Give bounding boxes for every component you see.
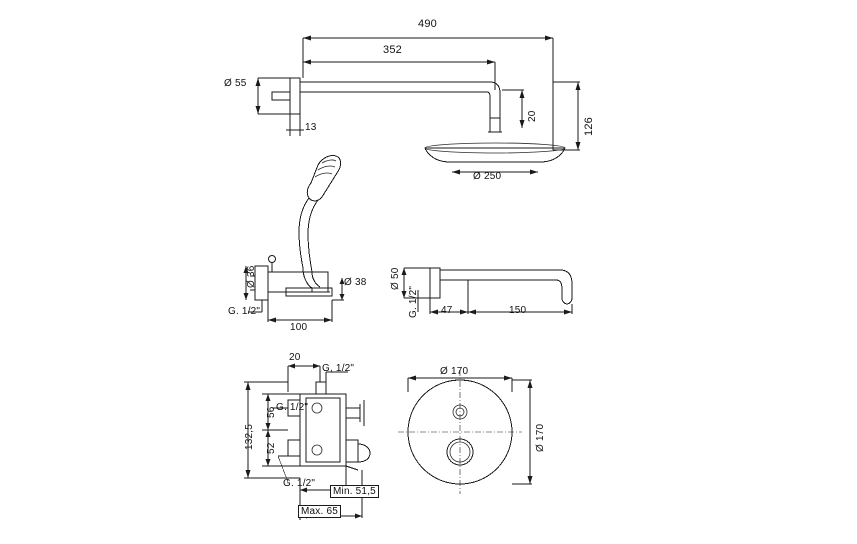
label-100: 100 <box>290 322 308 333</box>
label-490: 490 <box>418 18 437 30</box>
label-352: 352 <box>383 44 402 56</box>
rain-shower-head <box>425 143 565 162</box>
trim-plate-front-view <box>398 370 522 494</box>
label-g12-mid: G. 1/2" <box>276 402 309 413</box>
shower-hose <box>312 288 330 292</box>
label-150: 150 <box>509 305 527 316</box>
label-dia-38: Ø 38 <box>344 277 367 288</box>
dimension-dia-55 <box>256 78 293 114</box>
label-g12-mixer: G. 1/2" <box>228 306 261 317</box>
dimension-13 <box>286 114 304 136</box>
label-dia-250: Ø 250 <box>473 171 502 182</box>
label-dia-170-top: Ø 170 <box>440 366 469 377</box>
label-min-51-5: Min. 51,5 <box>330 485 379 498</box>
wall-flange <box>272 78 300 114</box>
label-dia-55: Ø 55 <box>224 78 247 89</box>
wall-mixer-body <box>250 256 332 301</box>
label-132-5: 132,5 <box>244 423 255 450</box>
valve-top-inlet <box>316 372 348 394</box>
hand-shower-handle <box>299 198 320 288</box>
label-52: 52 <box>266 442 277 454</box>
dimension-100 <box>268 300 332 323</box>
shower-arm <box>300 82 502 132</box>
dimension-dia-38 <box>332 278 345 300</box>
label-20-valve: 20 <box>289 352 301 363</box>
label-g12-spout: G. 1/2" <box>408 285 419 318</box>
hand-shower-head <box>307 155 340 200</box>
dimension-490 <box>303 36 553 151</box>
wall-spout <box>430 268 572 304</box>
label-dia-36: Ø 36 <box>246 265 257 288</box>
label-g12-bot: G. 1/2" <box>283 478 316 489</box>
dimension-20 <box>502 90 525 128</box>
label-126: 126 <box>583 117 595 136</box>
dimension-352 <box>303 60 495 91</box>
label-56: 56 <box>266 406 277 418</box>
label-13: 13 <box>305 122 317 133</box>
dimension-20-valve <box>288 364 320 393</box>
label-20: 20 <box>527 110 538 122</box>
label-dia-50: Ø 50 <box>390 267 401 290</box>
dimension-126 <box>553 82 581 150</box>
label-max-65: Max. 65 <box>298 505 341 518</box>
label-g12-top: G, 1/2" <box>322 363 355 374</box>
label-47: 47 <box>441 305 453 316</box>
label-dia-170-side: Ø 170 <box>535 423 546 452</box>
dimension-dia-170-side <box>512 380 533 484</box>
